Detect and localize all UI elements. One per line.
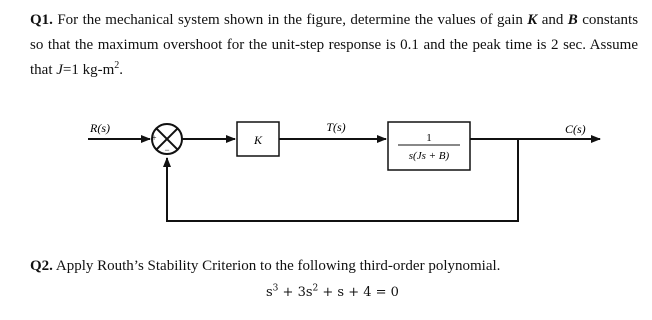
plus-sign: +: [151, 133, 157, 143]
question-1-text-part-5: .: [119, 62, 124, 78]
plant-block: [388, 122, 470, 170]
poly-exp-2: 2: [312, 283, 319, 294]
j-variable: J: [56, 62, 63, 78]
block-diagram: [0, 110, 652, 240]
poly-exp-3: 3: [272, 283, 279, 294]
b-variable: B: [567, 12, 578, 28]
question-2-text: Apply Routh’s Stability Criterion to the following third-order polynomial.: [55, 258, 501, 274]
question-1-number: Q1.: [30, 12, 53, 28]
question-1: [30, 8, 638, 83]
poly-term-1: s: [266, 285, 273, 300]
question-1-text-part-4: =1 kg-m: [62, 62, 115, 78]
plant-numerator: 1: [426, 132, 432, 144]
gain-label: K: [253, 133, 263, 147]
question-2-number: Q2.: [30, 258, 53, 274]
plant-denominator: s(Js + B): [408, 150, 450, 162]
gain-k-variable: K: [527, 12, 538, 28]
poly-term-3: + s + 4 = 0: [318, 285, 399, 300]
polynomial-equation: [266, 283, 399, 303]
question-1-text-part-1: For the mechanical system shown in the figure, determine the values of gain: [57, 12, 523, 28]
output-label: C(s): [565, 122, 586, 136]
torque-label: T(s): [326, 120, 346, 134]
question-2: [30, 255, 500, 277]
minus-sign: −: [164, 145, 170, 155]
question-1-text-part-2: and: [541, 12, 564, 28]
poly-term-2: + 3s: [278, 285, 313, 300]
question-1-text-part-3: constants so that the maximum overshoot for the unit-step response is 0.1 and the peak time is 2 sec. Assume that: [30, 12, 639, 78]
input-label: R(s): [90, 121, 110, 135]
squared-exponent: 2: [114, 60, 120, 71]
